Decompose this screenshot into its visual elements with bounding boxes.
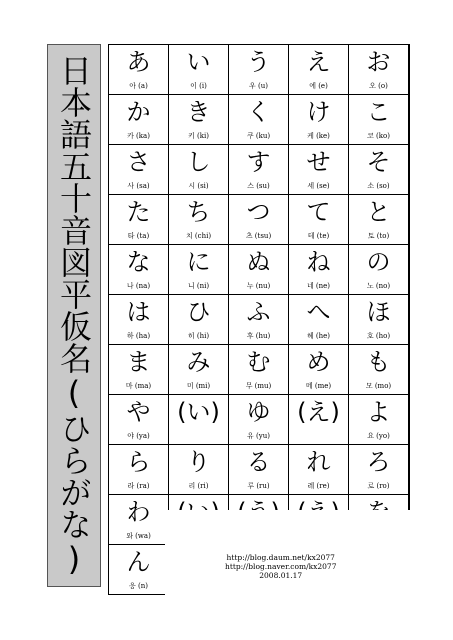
kana-reading: 요 (yo) [367,432,390,440]
kana-reading: 네 (ne) [306,282,331,290]
kana-character: え [306,48,331,76]
kana-cell [289,345,349,395]
kana-reading: 하 (ha) [126,332,151,340]
kana-character: り [186,448,211,476]
kana-character: み [186,348,211,376]
kana-reading: 마 (ma) [125,382,152,390]
kana-reading: 타 (ta) [127,232,150,240]
footer-url-daum[interactable]: http://blog.daum.net/kx2077 [226,553,335,562]
kana-cell [169,95,229,145]
kana-character: こ [366,98,391,126]
kana-character: き [186,98,211,126]
kana-character: う [246,48,271,76]
kana-reading: 사 (sa) [127,182,150,190]
kana-reading: 소 (so) [367,182,390,190]
kana-cell [349,145,409,195]
kana-character: れ [306,448,331,476]
kana-cell [169,445,229,495]
kana-cell [349,295,409,345]
kana-character: ち [186,198,211,226]
kana-reading: 응 (n) [129,582,148,590]
kana-cell [109,345,169,395]
kana-character: む [246,348,271,376]
kana-character: め [306,348,331,376]
kana-reading: 와 (wa) [126,532,151,540]
kana-cell [229,395,289,445]
kana-cell [289,95,349,145]
kana-reading: 메 (me) [305,382,332,390]
kana-character: や [126,398,151,426]
kana-reading: 세 (se) [307,182,330,190]
kana-reading: 스 (su) [247,182,270,190]
kana-reading: 리 (ri) [188,482,209,490]
kana-reading: 루 (ru) [247,482,270,490]
kana-reading: 우 (u) [249,82,268,90]
kana-cell [109,145,169,195]
kana-character: ひ [186,298,211,326]
kana-reading: 레 (re) [307,482,330,490]
kana-cell [349,395,409,445]
kana-cell [229,145,289,195]
kana-character: ゆ [246,398,271,426]
kana-cell [109,395,169,445]
kana-reading: 모 (mo) [365,382,392,390]
kana-cell [109,95,169,145]
page-title: 日本語五十音図平仮名(ひらがな) [55,53,93,578]
kana-cell [289,195,349,245]
kana-reading: 이 (i) [190,82,207,90]
kana-character: し [186,148,211,176]
kana-character: か [126,98,151,126]
kana-character: ん [126,548,151,576]
kana-cell [229,45,289,95]
kana-character: せ [306,148,331,176]
kana-cell [109,495,169,545]
kana-cell [229,345,289,395]
kana-character: ら [126,448,151,476]
kana-cell [169,345,229,395]
kana-cell [349,445,409,495]
kana-character: つ [246,198,271,226]
kana-reading: 치 (chi) [185,232,212,240]
kana-reading: 에 (e) [309,82,328,90]
title-panel [47,44,101,587]
kana-reading: 쿠 (ku) [246,132,271,140]
kana-character: の [366,248,391,276]
kana-character: そ [366,148,391,176]
kana-character: あ [126,48,151,76]
kana-character: も [366,348,391,376]
kana-character: け [306,98,331,126]
kana-character: る [246,448,271,476]
kana-reading: 키 (ki) [188,132,209,140]
kana-cell [109,295,169,345]
kana-character: い [186,48,211,76]
kana-cell [289,45,349,95]
kana-character: ぬ [246,248,271,276]
kana-reading: 노 (no) [366,282,391,290]
kana-cell [289,295,349,345]
kana-character: よ [366,398,391,426]
kana-character: す [246,148,271,176]
kana-cell [229,95,289,145]
kana-reading: 미 (mi) [186,382,211,390]
kana-reading: 라 (ra) [127,482,150,490]
kana-character: と [366,198,391,226]
kana-cell [169,45,229,95]
kana-cell [169,145,229,195]
kana-cell [349,245,409,295]
kana-character: く [246,98,271,126]
kana-cell [109,445,169,495]
kana-character: さ [126,148,151,176]
kana-character: な [126,248,151,276]
kana-cell [109,195,169,245]
kana-character: へ [306,298,331,326]
kana-reading: 코 (ko) [367,132,390,140]
kana-reading: 나 (na) [126,282,151,290]
kana-cell [229,295,289,345]
kana-reading: 테 (te) [307,232,330,240]
kana-reading: 히 (hi) [187,332,210,340]
kana-reading: 시 (si) [188,182,209,190]
kana-reading: 니 (ni) [187,282,210,290]
kana-reading: 아 (a) [129,82,148,90]
kana-cell [349,195,409,245]
kana-cell [169,295,229,345]
kana-reading: 야 (ya) [127,432,150,440]
kana-reading: 카 (ka) [127,132,150,140]
kana-character: ほ [366,298,391,326]
kana-character: は [126,298,151,326]
kana-character: て [306,198,331,226]
kana-cell [229,445,289,495]
kana-character: お [366,48,391,76]
footer-date: 2008.01.17 [259,571,303,580]
kana-reading: 유 (yu) [247,432,270,440]
kana-character: ふ [246,298,271,326]
kana-reading: 오 (o) [369,82,388,90]
kana-cell [169,245,229,295]
kana-cell [229,245,289,295]
kana-cell [289,445,349,495]
kana-character: わ [126,498,151,526]
kana-character: (い) [177,398,220,426]
footer [165,510,410,595]
kana-cell [289,245,349,295]
kana-character: ま [126,348,151,376]
kana-cell [349,345,409,395]
kana-reading: 후 (hu) [246,332,271,340]
kana-reading: 토 (to) [367,232,390,240]
kana-cell [349,45,409,95]
kana-reading: 케 (ke) [307,132,330,140]
kana-cell [229,195,289,245]
kana-reading: 츠 (tsu) [245,232,272,240]
kana-cell [109,245,169,295]
kana-reading: 누 (nu) [246,282,271,290]
kana-character: ね [306,248,331,276]
kana-cell [289,395,349,445]
kana-cell [349,95,409,145]
kana-character: ろ [366,448,391,476]
kana-cell [289,145,349,195]
kana-cell [109,45,169,95]
kana-character: に [186,248,211,276]
kana-reading: 무 (mu) [245,382,272,390]
footer-url-naver[interactable]: http://blog.naver.com/kx2077 [225,562,337,571]
kana-character: (え) [297,398,340,426]
kana-cell [169,395,229,445]
kana-reading: 로 (ro) [367,482,390,490]
kana-reading: 호 (ho) [366,332,391,340]
kana-character: た [126,198,151,226]
kana-reading: 헤 (he) [306,332,331,340]
kana-cell [109,545,169,595]
footer-credits [225,553,336,580]
kana-cell [169,195,229,245]
